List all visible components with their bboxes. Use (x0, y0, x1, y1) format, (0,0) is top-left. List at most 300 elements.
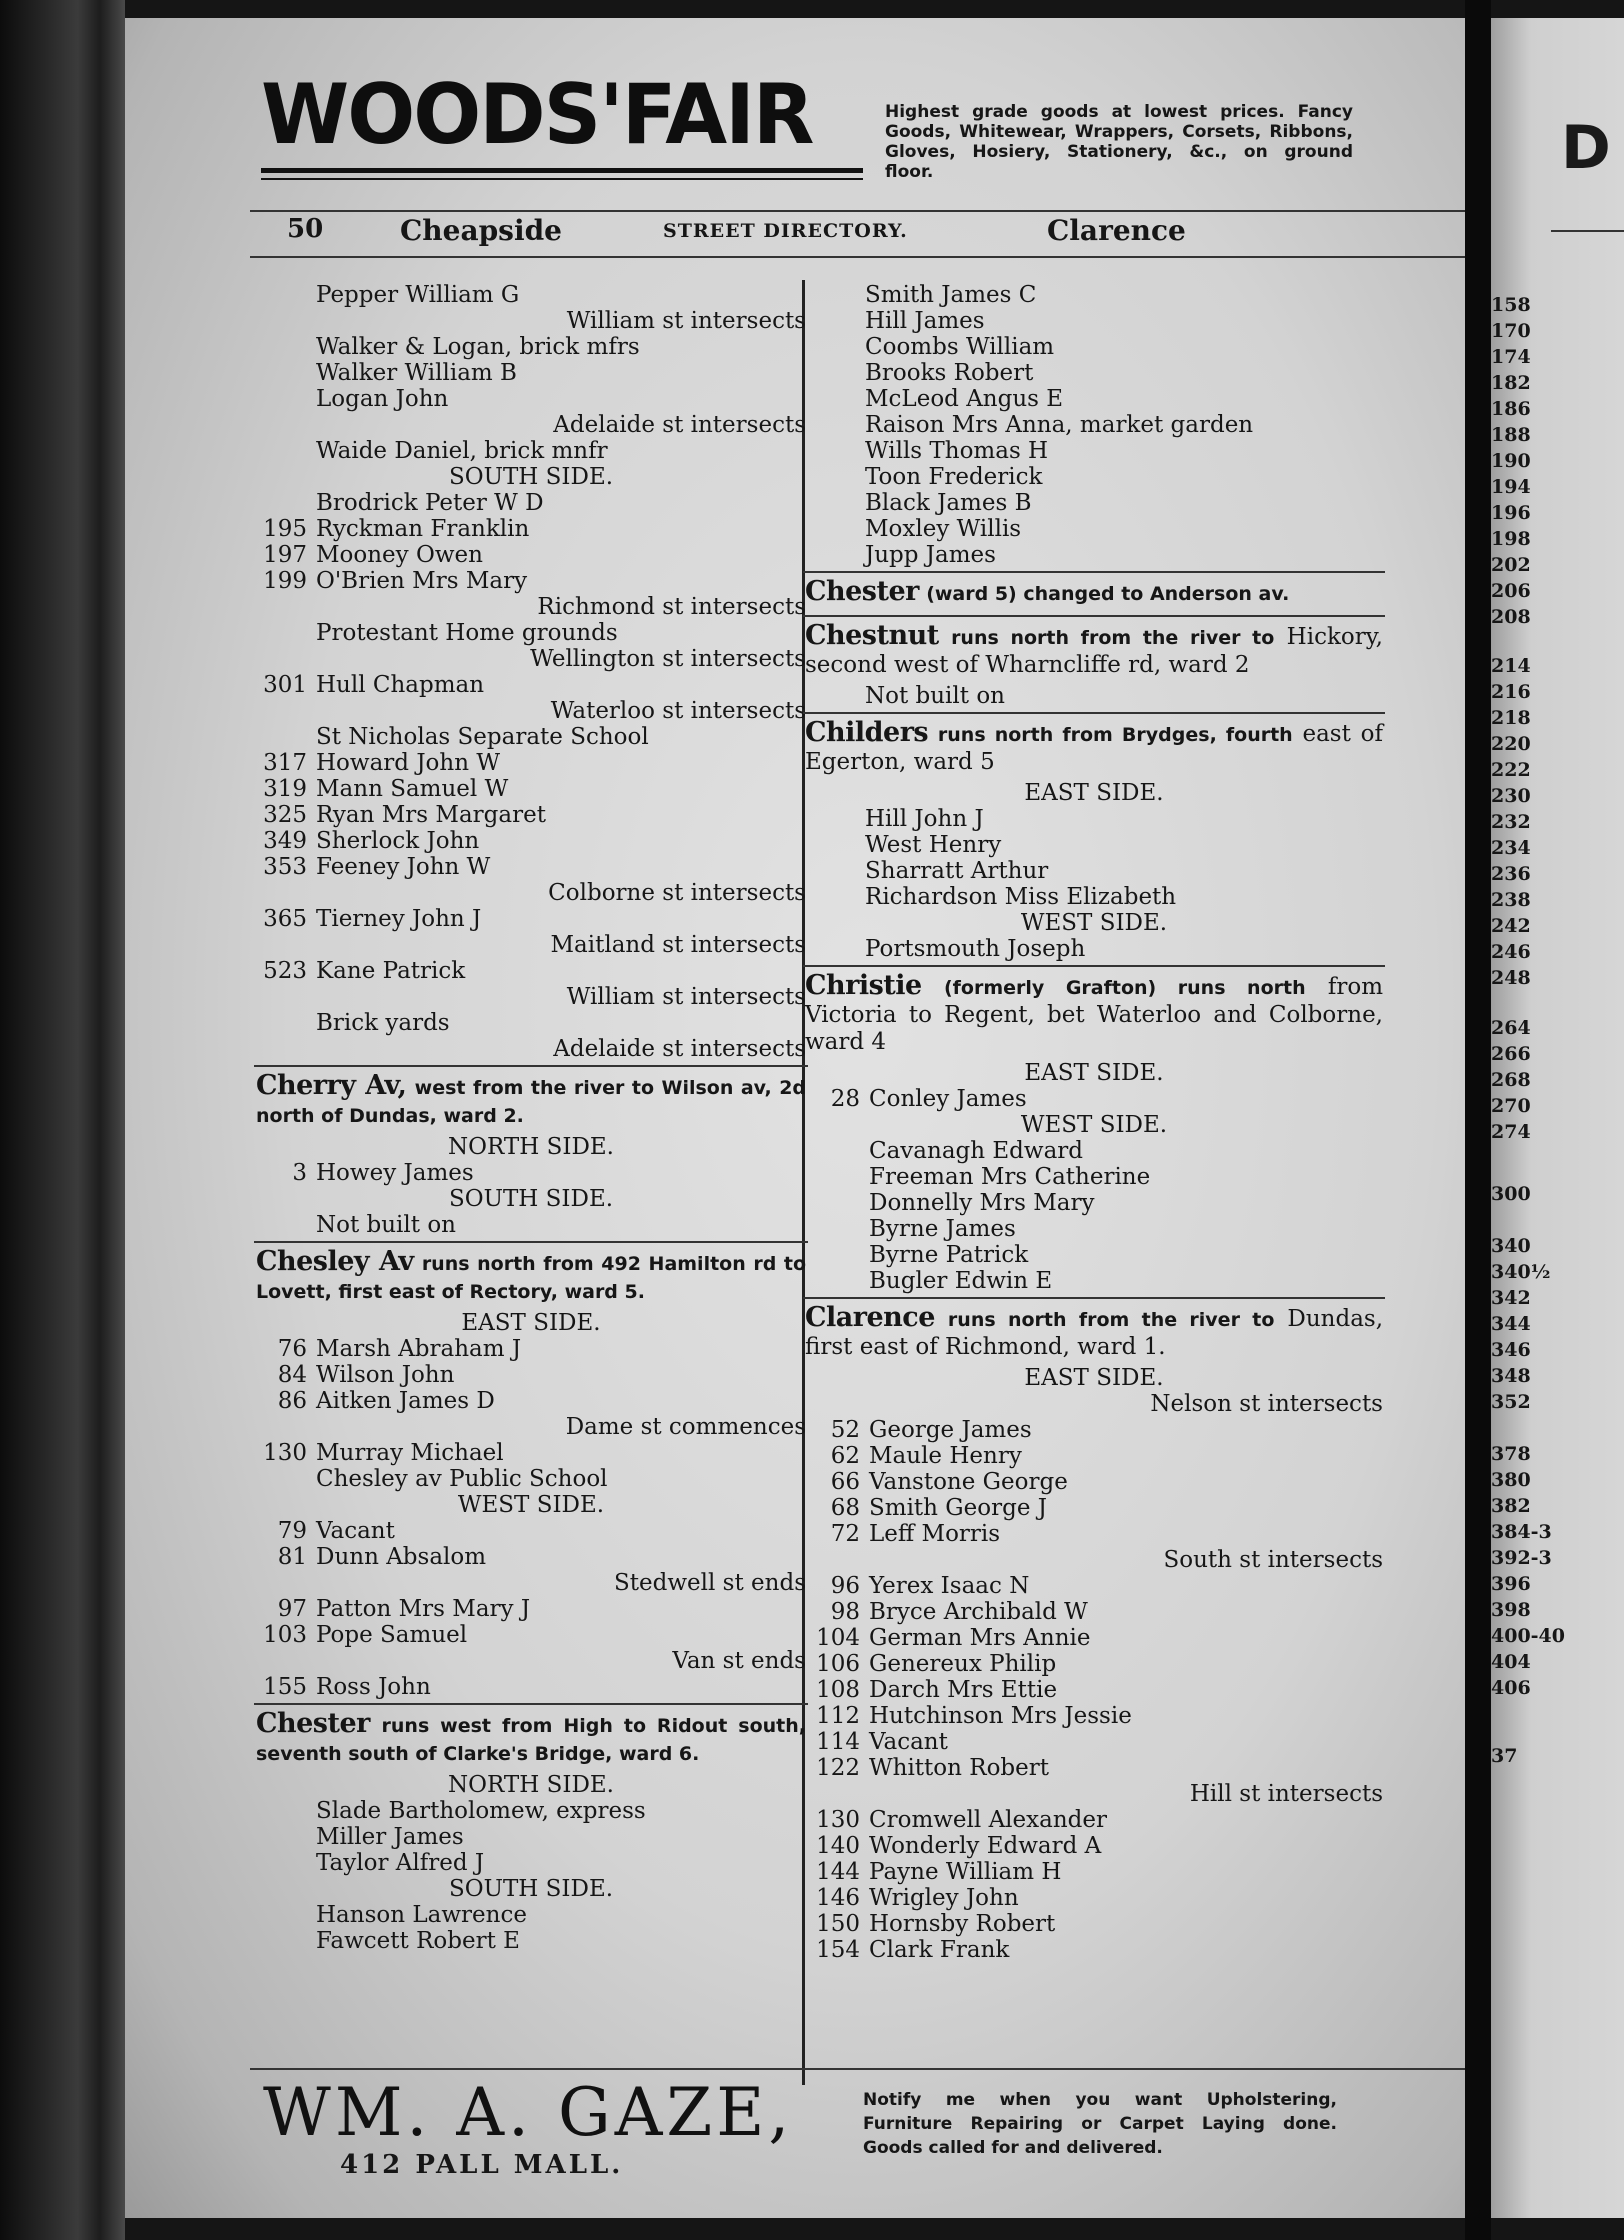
street-name: Childers (805, 717, 929, 748)
next-page-house-number: 342 (1491, 1287, 1531, 1310)
resident-name: Vanstone George (869, 1469, 1068, 1495)
page-gutter (1465, 0, 1491, 2240)
resident-name: Protestant Home grounds (316, 620, 618, 646)
directory-entry (254, 802, 808, 828)
resident-name: Freeman Mrs Catherine (869, 1164, 1151, 1190)
resident-name: Hull Chapman (316, 672, 485, 698)
resident-name: Hanson Lawrence (316, 1902, 527, 1928)
side-heading: EAST SIDE. (1024, 780, 1164, 806)
next-page-house-number: 392-3 (1491, 1547, 1552, 1570)
directory-entry (803, 282, 1385, 308)
directory-entry (803, 1625, 1385, 1651)
directory-entry (803, 1599, 1385, 1625)
next-page-house-number: 222 (1491, 759, 1531, 782)
next-page-house-number: 174 (1491, 346, 1531, 368)
street-heading (254, 1070, 808, 1134)
directory-entry (803, 386, 1385, 412)
directory-entry (254, 1798, 808, 1824)
street-name: Clarence (805, 1302, 935, 1333)
house-number: 103 (263, 1622, 307, 1648)
street-separator (254, 1703, 808, 1705)
resident-name: Feeney John W (316, 854, 491, 880)
directory-entry (803, 1417, 1385, 1443)
house-number: 114 (816, 1729, 860, 1755)
next-page-house-number: 248 (1491, 967, 1531, 990)
directory-entry (803, 1495, 1385, 1521)
street-name: Cherry Av, (256, 1070, 407, 1101)
resident-name: Cromwell Alexander (869, 1807, 1107, 1833)
resident-name: Ryan Mrs Margaret (316, 802, 546, 828)
next-page-house-number: 188 (1491, 424, 1531, 446)
directory-entry (803, 1164, 1385, 1190)
directory-entry (803, 806, 1385, 832)
directory-entry (254, 854, 808, 880)
street-separator (254, 1241, 808, 1243)
resident-name: Coombs William (865, 334, 1055, 360)
directory-entry (803, 1138, 1385, 1164)
cross-street-note: William st intersects (566, 308, 806, 334)
house-number: 353 (263, 854, 307, 880)
footer-address: 412 PALL MALL. (340, 2150, 624, 2180)
street-description: east of Egerton, ward 5 (805, 721, 1383, 775)
house-number: 150 (816, 1911, 860, 1937)
directory-entry (254, 516, 808, 542)
resident-name: Tierney John J (316, 906, 482, 932)
house-number: 523 (263, 958, 307, 984)
resident-name: Cavanagh Edward (869, 1138, 1084, 1164)
resident-name: Miller James (316, 1824, 464, 1850)
footer-rule (250, 2068, 1465, 2070)
resident-name: Hill John J (865, 806, 984, 832)
resident-name: St Nicholas Separate School (316, 724, 649, 750)
directory-entry (254, 334, 808, 360)
side-heading: SOUTH SIDE. (448, 464, 614, 490)
masthead-rule (261, 168, 863, 173)
directory-entry (254, 1850, 808, 1876)
house-number: 317 (263, 750, 307, 776)
masthead-rule-thin (261, 178, 863, 180)
side-heading: WEST SIDE. (1020, 1112, 1168, 1138)
resident-name: Wonderly Edward A (869, 1833, 1102, 1859)
header-rule-top (250, 210, 1465, 212)
next-page-house-number: 380 (1491, 1469, 1531, 1492)
resident-name: Whitton Robert (869, 1755, 1050, 1781)
directory-entry (803, 1807, 1385, 1833)
next-page-header-letter: D (1561, 113, 1611, 183)
cross-street-note: Richmond st intersects (537, 594, 806, 620)
directory-entry (254, 1674, 808, 1700)
directory-entry (254, 360, 808, 386)
house-number: 301 (263, 672, 307, 698)
directory-entry (254, 1336, 808, 1362)
footer-advertiser: WM. A. GAZE, (263, 2074, 794, 2151)
street-description: (ward 5) changed to Anderson av. (926, 583, 1290, 605)
next-page-house-number: 406 (1491, 1677, 1531, 1700)
resident-name: Mooney Owen (316, 542, 483, 568)
resident-name: Pepper William G (316, 282, 520, 308)
resident-name: Bryce Archibald W (869, 1599, 1088, 1625)
house-number: 197 (263, 542, 307, 568)
cross-street-note: Adelaide st intersects (553, 412, 806, 438)
header-rule-bottom (250, 256, 1465, 258)
cross-street-note: Adelaide st intersects (553, 1036, 806, 1062)
book-binding (0, 0, 125, 2240)
next-page-house-number: 340½ (1491, 1261, 1551, 1284)
next-page-house-number: 384-3 (1491, 1521, 1552, 1544)
directory-entry (803, 1190, 1385, 1216)
street-name: Chester (805, 576, 919, 607)
next-page-house-number: 234 (1491, 837, 1531, 860)
directory-entry (254, 1596, 808, 1622)
directory-entry (254, 620, 808, 646)
header-right-word: Clarence (1047, 214, 1186, 247)
street-heading (803, 970, 1385, 1060)
house-number: 62 (830, 1443, 860, 1469)
next-page-house-number: 348 (1491, 1365, 1531, 1388)
cross-street-note: Hill st intersects (1189, 1781, 1383, 1807)
next-page-house-number: 208 (1491, 606, 1531, 628)
directory-entry (803, 1521, 1385, 1547)
cross-street-note: Colborne st intersects (548, 880, 806, 906)
next-page-house-number: 346 (1491, 1339, 1531, 1362)
resident-name: Yerex Isaac N (869, 1573, 1030, 1599)
resident-name: Hutchinson Mrs Jessie (869, 1703, 1132, 1729)
directory-entry (803, 1937, 1385, 1963)
resident-name: Howard John W (316, 750, 500, 776)
directory-entry (254, 1518, 808, 1544)
directory-entry (803, 490, 1385, 516)
next-page-house-number: 182 (1491, 372, 1531, 394)
house-number: 349 (263, 828, 307, 854)
street-separator (803, 712, 1385, 714)
house-number: 96 (830, 1573, 860, 1599)
directory-entry (803, 412, 1385, 438)
resident-name: Smith George J (869, 1495, 1047, 1521)
directory-entry (254, 1212, 808, 1238)
house-number: 130 (263, 1440, 307, 1466)
masthead-title: WOODS'FAIR (261, 66, 813, 163)
next-page-house-number: 264 (1491, 1016, 1531, 1039)
house-number: 325 (263, 802, 307, 828)
resident-name: Walker & Logan, brick mfrs (316, 334, 640, 360)
resident-name: German Mrs Annie (869, 1625, 1091, 1651)
resident-name: Aitken James D (316, 1388, 495, 1414)
resident-name: Not built on (316, 1212, 456, 1238)
resident-name: Brooks Robert (865, 360, 1034, 386)
side-heading: WEST SIDE. (1020, 910, 1168, 936)
resident-name: Sharratt Arthur (865, 858, 1049, 884)
street-description: from Victoria to Regent, bet Waterloo and Colborne, ward 4 (805, 974, 1384, 1055)
next-page-house-number: 396 (1491, 1573, 1531, 1596)
directory-entry (254, 282, 808, 308)
side-heading: EAST SIDE. (1024, 1060, 1164, 1086)
resident-name: Conley James (869, 1086, 1027, 1112)
next-page-house-number: 344 (1491, 1313, 1531, 1336)
house-number: 155 (263, 1674, 307, 1700)
directory-entry (803, 542, 1385, 568)
directory-entry (803, 1268, 1385, 1294)
directory-entry (803, 683, 1385, 709)
resident-name: Clark Frank (869, 1937, 1010, 1963)
house-number: 72 (830, 1521, 860, 1547)
masthead-tagline: Highest grade goods at lowest prices. Fancy Goods, Whitewear, Wrappers, Corsets, Ribbons, Gloves, Hosiery, Stationery, &c., on ground floor. (885, 102, 1353, 182)
house-number: 108 (816, 1677, 860, 1703)
house-number: 84 (277, 1362, 307, 1388)
resident-name: Wills Thomas H (865, 438, 1049, 464)
directory-entry (803, 1469, 1385, 1495)
street-heading (803, 717, 1385, 780)
resident-name: Hill James (865, 308, 985, 334)
resident-name: Payne William H (869, 1859, 1062, 1885)
resident-name: Smith James C (865, 282, 1037, 308)
resident-name: Waide Daniel, brick mnfr (316, 438, 608, 464)
directory-entry (803, 464, 1385, 490)
resident-name: Not built on (865, 683, 1005, 709)
directory-entry (803, 308, 1385, 334)
directory-entry (254, 750, 808, 776)
resident-name: Jupp James (865, 542, 996, 568)
house-number: 3 (292, 1160, 307, 1186)
resident-name: Wrigley John (869, 1885, 1019, 1911)
directory-entry (254, 490, 808, 516)
resident-name: Dunn Absalom (316, 1544, 487, 1570)
street-description: runs west from High to Ridout south, seventh south of Clarke's Bridge, ward 6. (256, 1715, 806, 1765)
house-number: 28 (830, 1086, 860, 1112)
street-separator (803, 1297, 1385, 1299)
street-description-bold: runs north from the river to (951, 627, 1275, 649)
next-page-house-number: 268 (1491, 1068, 1531, 1091)
directory-entry (254, 1440, 808, 1466)
resident-name: Leff Morris (869, 1521, 1001, 1547)
house-number: 144 (816, 1859, 860, 1885)
house-number: 112 (816, 1703, 860, 1729)
next-page-house-number: 382 (1491, 1495, 1531, 1518)
next-page-house-number: 404 (1491, 1651, 1531, 1674)
directory-entry (254, 386, 808, 412)
side-heading: NORTH SIDE. (448, 1772, 614, 1798)
directory-entry (803, 1833, 1385, 1859)
resident-name: George James (869, 1417, 1032, 1443)
directory-entry (803, 1216, 1385, 1242)
next-page-house-number: 218 (1491, 707, 1531, 730)
street-description: runs north from 492 Hamilton rd to Lovett, first east of Rectory, ward 5. (256, 1253, 806, 1303)
street-name: Christie (805, 970, 922, 1001)
directory-entry (803, 1242, 1385, 1268)
resident-name: Ross John (316, 1674, 431, 1700)
house-number: 365 (263, 906, 307, 932)
house-number: 66 (830, 1469, 860, 1495)
next-page-house-number: 158 (1491, 294, 1531, 316)
directory-entry (803, 334, 1385, 360)
house-number: 154 (816, 1937, 860, 1963)
house-number: 146 (816, 1885, 860, 1911)
house-number: 195 (263, 516, 307, 542)
directory-entry (803, 438, 1385, 464)
resident-name: Brodrick Peter W D (316, 490, 544, 516)
directory-entry (803, 1573, 1385, 1599)
directory-entry (803, 1859, 1385, 1885)
header-center-word: STREET DIRECTORY. (663, 220, 908, 242)
directory-entry (254, 542, 808, 568)
directory-entry (254, 1902, 808, 1928)
left-column (254, 282, 808, 1954)
directory-entry (254, 1010, 808, 1036)
resident-name: Brick yards (316, 1010, 450, 1036)
house-number: 130 (816, 1807, 860, 1833)
resident-name: Byrne Patrick (869, 1242, 1029, 1268)
resident-name: Genereux Philip (869, 1651, 1057, 1677)
directory-entry (254, 568, 808, 594)
house-number: 52 (830, 1417, 860, 1443)
next-page-house-number: 202 (1491, 554, 1531, 576)
resident-name: Sherlock John (316, 828, 480, 854)
directory-entry (254, 1928, 808, 1954)
cross-street-note: Maitland st intersects (550, 932, 806, 958)
house-number: 104 (816, 1625, 860, 1651)
directory-entry (254, 1544, 808, 1570)
resident-name: Kane Patrick (316, 958, 466, 984)
directory-entry (803, 936, 1385, 962)
street-description: west from the river to Wilson av, 2d north of Dundas, ward 2. (256, 1077, 807, 1127)
directory-entry (254, 724, 808, 750)
house-number: 199 (263, 568, 307, 594)
street-heading (803, 1302, 1385, 1365)
street-name: Chestnut (805, 620, 939, 651)
directory-entry (254, 1388, 808, 1414)
cross-street-note: William st intersects (566, 984, 806, 1010)
right-column (803, 282, 1385, 1963)
next-page-house-number: 190 (1491, 450, 1531, 472)
side-heading: EAST SIDE. (461, 1310, 601, 1336)
resident-name: West Henry (865, 832, 1002, 858)
resident-name: Mann Samuel W (316, 776, 509, 802)
directory-entry (803, 858, 1385, 884)
directory-entry (803, 516, 1385, 542)
street-description-bold: runs north from the river to (947, 1309, 1275, 1331)
next-page-house-number: 170 (1491, 320, 1531, 342)
resident-name: Pope Samuel (316, 1622, 468, 1648)
directory-entry (803, 884, 1385, 910)
resident-name: McLeod Angus E (865, 386, 1064, 412)
house-number: 76 (277, 1336, 307, 1362)
resident-name: Byrne James (869, 1216, 1016, 1242)
resident-name: Moxley Willis (865, 516, 1022, 542)
next-page-house-number: 236 (1491, 863, 1531, 886)
street-heading (254, 1246, 808, 1310)
resident-name: Marsh Abraham J (316, 1336, 522, 1362)
resident-name: Patton Mrs Mary J (316, 1596, 531, 1622)
street-separator (803, 965, 1385, 967)
house-number: 319 (263, 776, 307, 802)
resident-name: Fawcett Robert E (316, 1928, 520, 1954)
house-number: 79 (277, 1518, 307, 1544)
directory-entry (803, 1677, 1385, 1703)
next-page-house-number: 198 (1491, 528, 1531, 550)
directory-entry (254, 438, 808, 464)
resident-name: Raison Mrs Anna, market garden (865, 412, 1254, 438)
street-heading (803, 576, 1385, 612)
house-number: 68 (830, 1495, 860, 1521)
next-page-house-number: 216 (1491, 681, 1531, 704)
next-page-house-number: 398 (1491, 1599, 1531, 1622)
resident-name: Howey James (316, 1160, 474, 1186)
house-number: 98 (830, 1599, 860, 1625)
next-page-house-number: 220 (1491, 733, 1531, 756)
street-separator (803, 571, 1385, 573)
resident-name: Donnelly Mrs Mary (869, 1190, 1095, 1216)
directory-entry (254, 1362, 808, 1388)
street-description: Dundas, first east of Richmond, ward 1. (805, 1306, 1384, 1360)
next-page-house-number: 242 (1491, 915, 1531, 938)
street-separator (254, 1065, 808, 1067)
next-page-house-number: 270 (1491, 1094, 1531, 1117)
resident-name: Logan John (316, 386, 449, 412)
resident-name: O'Brien Mrs Mary (316, 568, 528, 594)
directory-entry (803, 1755, 1385, 1781)
directory-entry (803, 1443, 1385, 1469)
resident-name: Maule Henry (869, 1443, 1022, 1469)
cross-street-note: Wellington st intersects (530, 646, 806, 672)
resident-name: Darch Mrs Ettie (869, 1677, 1058, 1703)
next-page-house-number: 274 (1491, 1120, 1531, 1143)
house-number: 86 (277, 1388, 307, 1414)
page-number: 50 (287, 214, 324, 244)
street-heading (803, 620, 1385, 683)
directory-entry (803, 832, 1385, 858)
cross-street-note: South st intersects (1163, 1547, 1383, 1573)
directory-entry (254, 672, 808, 698)
side-heading: SOUTH SIDE. (448, 1876, 614, 1902)
house-number: 97 (277, 1596, 307, 1622)
resident-name: Ryckman Franklin (316, 516, 530, 542)
directory-entry (803, 360, 1385, 386)
next-page-house-number: 238 (1491, 889, 1531, 912)
resident-name: Chesley av Public School (316, 1466, 608, 1492)
resident-name: Taylor Alfred J (316, 1850, 485, 1876)
side-heading: NORTH SIDE. (448, 1134, 614, 1160)
street-name: Chester (256, 1708, 370, 1739)
street-heading (254, 1708, 808, 1772)
street-description: Hickory, second west of Wharncliffe rd, ward 2 (805, 624, 1383, 678)
next-page-house-number: 194 (1491, 476, 1531, 498)
street-name: Chesley Av (256, 1246, 414, 1277)
footer-ad-text: Notify me when you want Upholstering, Furniture Repairing or Carpet Laying done. Goods called for and delivered. (863, 2090, 1337, 2158)
resident-name: Hornsby Robert (869, 1911, 1056, 1937)
resident-name: Murray Michael (316, 1440, 504, 1466)
directory-entry (803, 1651, 1385, 1677)
resident-name: Vacant (316, 1518, 395, 1544)
cross-street-note: Van st ends (672, 1648, 806, 1674)
next-page-house-number: 378 (1491, 1443, 1531, 1466)
directory-entry (254, 958, 808, 984)
next-page-house-number: 232 (1491, 811, 1531, 834)
cross-street-note: Dame st commences (565, 1414, 806, 1440)
next-page-house-number: 300 (1491, 1183, 1531, 1206)
next-page-house-number: 214 (1491, 655, 1531, 678)
next-page-house-number: 37 (1491, 1744, 1518, 1767)
house-number: 122 (816, 1755, 860, 1781)
next-page-house-number: 266 (1491, 1042, 1531, 1065)
next-page-house-number: 196 (1491, 502, 1531, 524)
directory-entry (803, 1703, 1385, 1729)
resident-name: Richardson Miss Elizabeth (865, 884, 1177, 910)
street-description-bold: runs north from Brydges, fourth (937, 724, 1293, 746)
cross-street-note: Nelson st intersects (1150, 1391, 1383, 1417)
house-number: 81 (277, 1544, 307, 1570)
directory-entry (254, 776, 808, 802)
next-page-house-number: 186 (1491, 398, 1531, 420)
next-page-house-number: 230 (1491, 785, 1531, 808)
